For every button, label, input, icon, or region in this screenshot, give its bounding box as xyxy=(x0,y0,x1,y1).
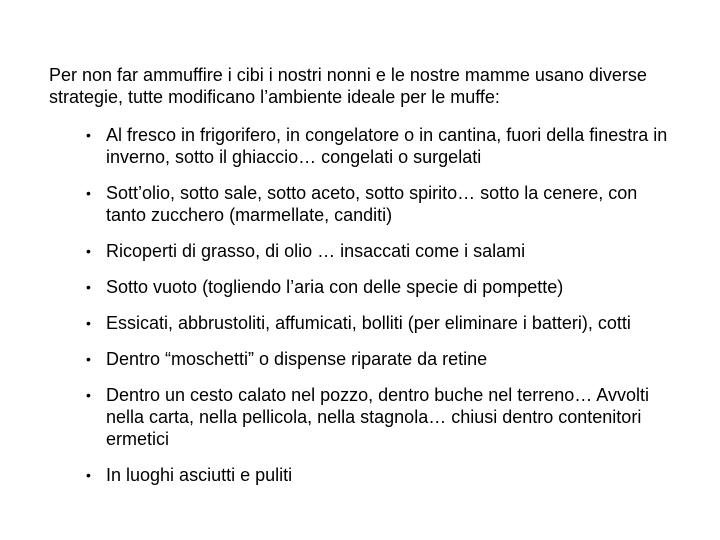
bullet-text: Dentro un cesto calato nel pozzo, dentro buche nel terreno… Avvolti nella carta, nella pellicola, nella stagnola… chiusi dentro contenitori ermetici xyxy=(106,385,649,449)
intro-paragraph: Per non far ammuffire i cibi i nostri nonni e le nostre mamme usano diverse strategie, tutte modificano l’ambiente ideale per le muffe: xyxy=(49,65,647,107)
bullet-icon: • xyxy=(86,467,91,483)
bullet-text: Sotto vuoto (togliendo l’aria con delle specie di pompette) xyxy=(106,277,564,297)
bullet-icon: • xyxy=(86,127,91,143)
list-item xyxy=(86,464,676,486)
bullet-list xyxy=(86,124,676,500)
bullet-text: Essicati, abbrustoliti, affumicati, bolliti (per eliminare i batteri), cotti xyxy=(106,313,631,333)
list-item xyxy=(86,312,676,334)
bullet-icon: • xyxy=(86,315,91,331)
bullet-icon: • xyxy=(86,351,91,367)
list-item xyxy=(86,182,676,226)
list-item xyxy=(86,384,676,450)
bullet-text: Sott’olio, sotto sale, sotto aceto, sotto spirito… sotto la cenere, con tanto zucchero (marmellate, canditi) xyxy=(106,183,638,225)
bullet-text: Dentro “moschetti” o dispense riparate da retine xyxy=(106,349,488,369)
list-item xyxy=(86,276,676,298)
bullet-icon: • xyxy=(86,387,91,403)
bullet-icon: • xyxy=(86,185,91,201)
bullet-text: Al fresco in frigorifero, in congelatore o in cantina, fuori della finestra in inverno, sotto il ghiaccio… congelati o surgelati xyxy=(106,125,668,167)
bullet-text: In luoghi asciutti e puliti xyxy=(106,465,293,485)
list-item xyxy=(86,124,676,168)
list-item xyxy=(86,348,676,370)
bullet-text: Ricoperti di grasso, di olio … insaccati come i salami xyxy=(106,241,526,261)
list-item xyxy=(86,240,676,262)
bullet-icon: • xyxy=(86,243,91,259)
bullet-icon: • xyxy=(86,279,91,295)
